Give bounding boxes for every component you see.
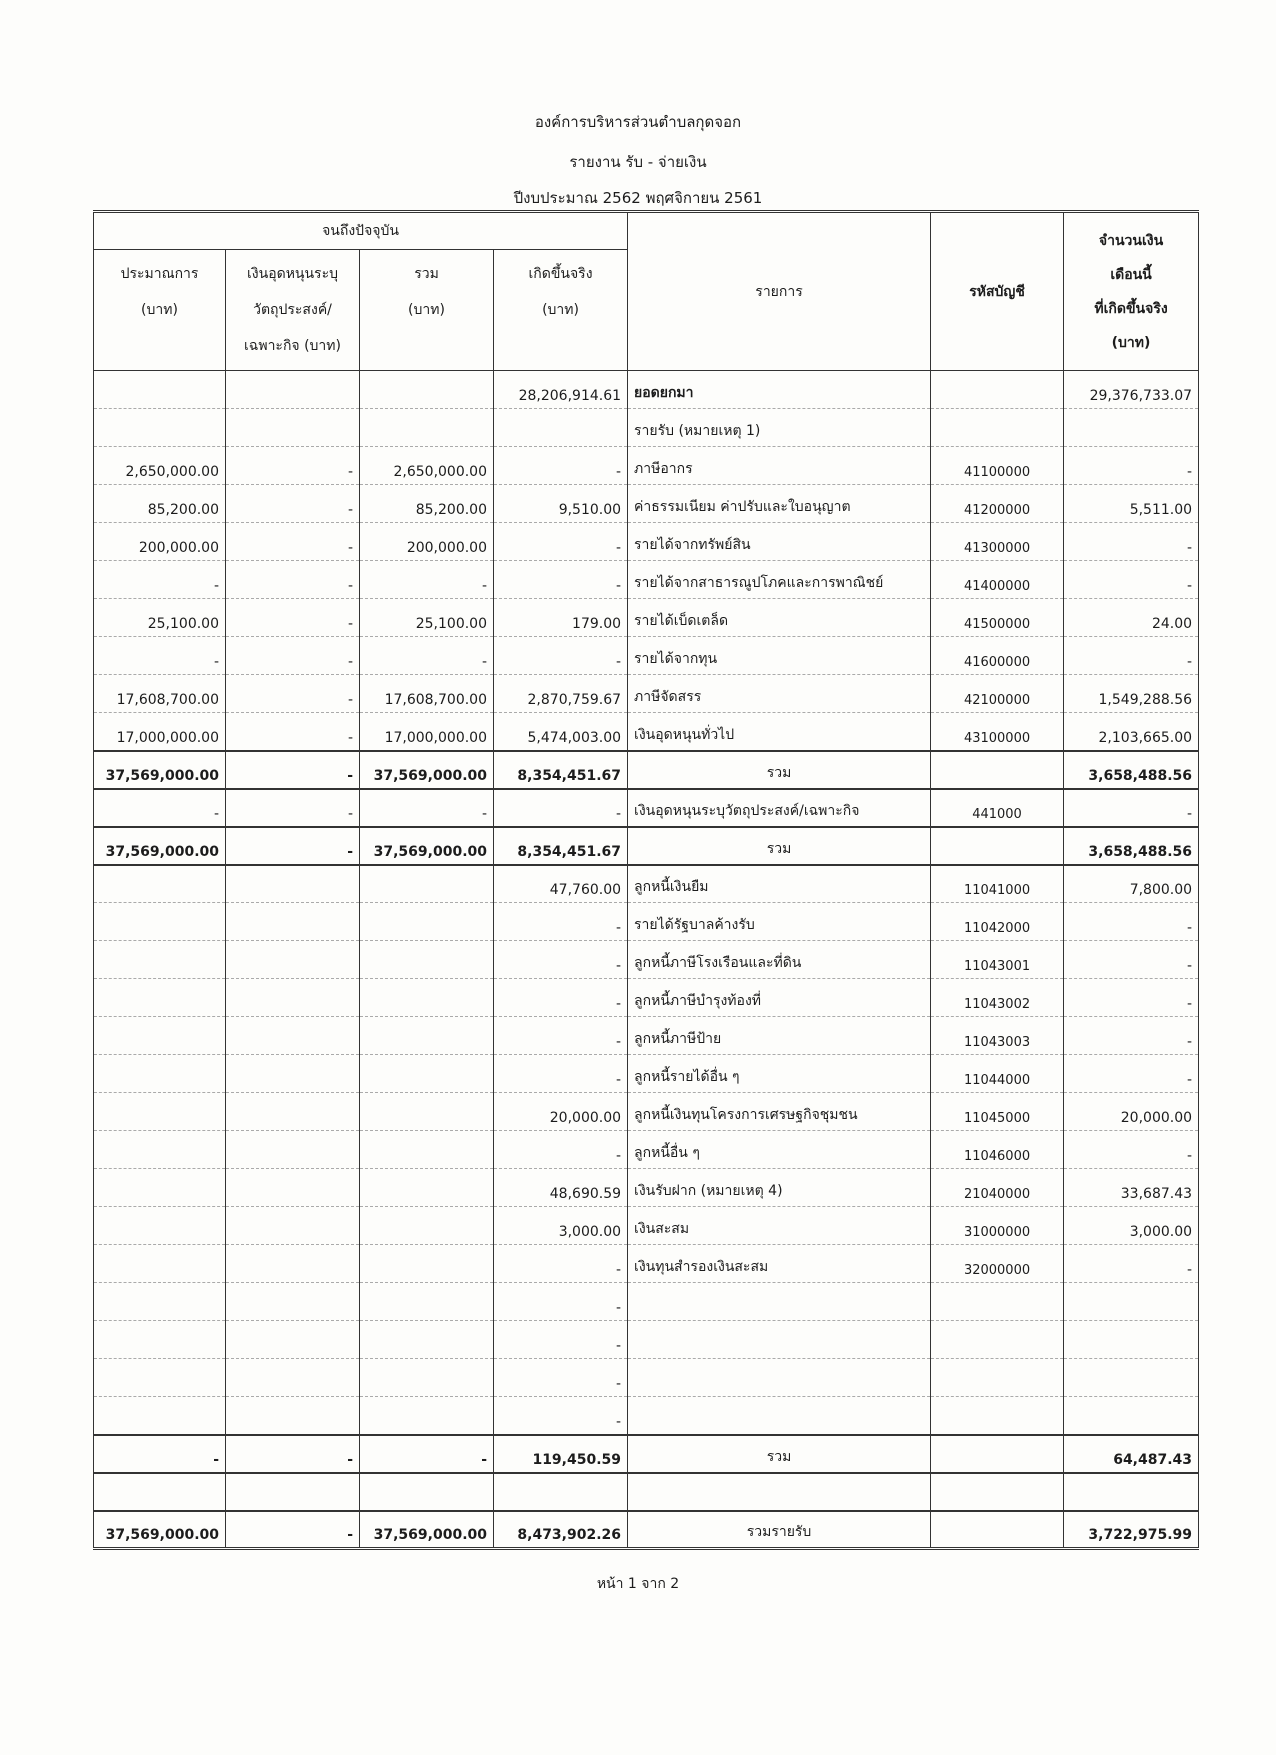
account-code-cell: 21040000: [931, 1169, 1064, 1207]
total-cell: 85,200.00: [360, 485, 494, 523]
table-row: [94, 1207, 1199, 1245]
item-cell: เงินอุดหนุนทั่วไป: [628, 713, 931, 751]
month-amount-cell: 3,722,975.99: [1064, 1511, 1199, 1549]
budget-cell: [94, 903, 226, 941]
total-cell: 200,000.00: [360, 523, 494, 561]
budget-cell: [94, 371, 226, 409]
month-amount-cell: 1,549,288.56: [1064, 675, 1199, 713]
grant-cell: [226, 1093, 360, 1131]
item-cell: [628, 1321, 931, 1359]
total-cell: [360, 1473, 494, 1511]
grant-cell: -: [226, 1511, 360, 1549]
item-cell: รวม: [628, 1435, 931, 1473]
month-amount-cell: [1064, 1359, 1199, 1397]
budget-cell: [94, 1283, 226, 1321]
month-amount-cell: 5,511.00: [1064, 485, 1199, 523]
grant-cell: [226, 409, 360, 447]
grant-cell: [226, 941, 360, 979]
actual-cell: 8,473,902.26: [494, 1511, 628, 1549]
budget-cell: 200,000.00: [94, 523, 226, 561]
month-amount-cell: -: [1064, 523, 1199, 561]
table-row: [94, 599, 1199, 637]
actual-cell: 8,354,451.67: [494, 751, 628, 789]
actual-cell: -: [494, 561, 628, 599]
table-row: [94, 371, 1199, 409]
item-cell: ลูกหนี้รายได้อื่น ๆ: [628, 1055, 931, 1093]
table-row: [94, 713, 1199, 751]
item-cell: เงินสะสม: [628, 1207, 931, 1245]
col-grant-header: เงินอุดหนุนระบุ วัตถุประสงค์/ เฉพาะกิจ (บาท): [226, 250, 360, 371]
total-cell: 37,569,000.00: [360, 751, 494, 789]
budget-cell: [94, 1169, 226, 1207]
grant-cell: [226, 865, 360, 903]
month-amount-cell: -: [1064, 789, 1199, 827]
month-amount-cell: [1064, 1473, 1199, 1511]
actual-cell: -: [494, 1055, 628, 1093]
item-cell: รวมรายรับ: [628, 1511, 931, 1549]
actual-cell: -: [494, 903, 628, 941]
table-row: [94, 1283, 1199, 1321]
table-row: [94, 1093, 1199, 1131]
budget-cell: [94, 1017, 226, 1055]
budget-cell: [94, 979, 226, 1017]
table-row: [94, 1321, 1199, 1359]
actual-cell: -: [494, 523, 628, 561]
total-cell: 17,608,700.00: [360, 675, 494, 713]
item-cell: รายได้จากสาธารณูปโภคและการพาณิชย์: [628, 561, 931, 599]
total-cell: [360, 1245, 494, 1283]
account-code-cell: 41600000: [931, 637, 1064, 675]
item-cell: ค่าธรรมเนียม ค่าปรับและใบอนุญาต: [628, 485, 931, 523]
grant-cell: [226, 1245, 360, 1283]
actual-cell: 5,474,003.00: [494, 713, 628, 751]
total-cell: [360, 1397, 494, 1435]
col-actual-header: เกิดขึ้นจริง (บาท): [494, 250, 628, 371]
month-amount-cell: -: [1064, 1017, 1199, 1055]
table-row: [94, 409, 1199, 447]
total-cell: -: [360, 637, 494, 675]
account-code-cell: 11045000: [931, 1093, 1064, 1131]
total-cell: [360, 979, 494, 1017]
account-code-cell: [931, 409, 1064, 447]
item-cell: รายได้จากทุน: [628, 637, 931, 675]
item-cell: [628, 1473, 931, 1511]
item-cell: ภาษีอากร: [628, 447, 931, 485]
table-row: [94, 447, 1199, 485]
total-cell: [360, 1359, 494, 1397]
grant-cell: [226, 1283, 360, 1321]
actual-cell: -: [494, 1321, 628, 1359]
actual-cell: -: [494, 789, 628, 827]
actual-cell: -: [494, 1359, 628, 1397]
grant-cell: -: [226, 713, 360, 751]
table-row: [94, 1435, 1199, 1473]
budget-cell: [94, 1207, 226, 1245]
table-row: [94, 941, 1199, 979]
total-cell: [360, 1131, 494, 1169]
item-cell: เงินทุนสำรองเงินสะสม: [628, 1245, 931, 1283]
total-cell: 37,569,000.00: [360, 827, 494, 865]
account-code-cell: 41400000: [931, 561, 1064, 599]
month-amount-cell: -: [1064, 941, 1199, 979]
grant-cell: -: [226, 1435, 360, 1473]
table-row: [94, 1473, 1199, 1511]
actual-cell: 179.00: [494, 599, 628, 637]
total-cell: -: [360, 561, 494, 599]
budget-cell: [94, 1321, 226, 1359]
budget-cell: [94, 1359, 226, 1397]
grant-cell: [226, 1359, 360, 1397]
budget-cell: -: [94, 561, 226, 599]
account-code-cell: [931, 751, 1064, 789]
item-cell: [628, 1397, 931, 1435]
grant-cell: [226, 979, 360, 1017]
actual-cell: -: [494, 1283, 628, 1321]
month-amount-cell: 20,000.00: [1064, 1093, 1199, 1131]
month-amount-cell: 3,658,488.56: [1064, 827, 1199, 865]
total-cell: [360, 903, 494, 941]
grant-cell: [226, 1017, 360, 1055]
item-cell: รายรับ (หมายเหตุ 1): [628, 409, 931, 447]
grant-cell: [226, 903, 360, 941]
actual-cell: -: [494, 447, 628, 485]
account-code-cell: 11043003: [931, 1017, 1064, 1055]
month-amount-cell: [1064, 1321, 1199, 1359]
actual-cell: -: [494, 637, 628, 675]
col-account-header: รหัสบัญชี: [931, 212, 1064, 371]
total-cell: [360, 409, 494, 447]
month-amount-cell: 7,800.00: [1064, 865, 1199, 903]
budget-cell: 17,000,000.00: [94, 713, 226, 751]
table-row: [94, 1131, 1199, 1169]
grant-cell: [226, 1397, 360, 1435]
total-cell: [360, 1321, 494, 1359]
budget-cell: [94, 1055, 226, 1093]
actual-cell: -: [494, 1245, 628, 1283]
grant-cell: -: [226, 447, 360, 485]
grant-cell: [226, 1473, 360, 1511]
budget-cell: 37,569,000.00: [94, 1511, 226, 1549]
budget-cell: 17,608,700.00: [94, 675, 226, 713]
budget-cell: -: [94, 637, 226, 675]
table-row: [94, 485, 1199, 523]
month-amount-cell: -: [1064, 561, 1199, 599]
budget-cell: [94, 941, 226, 979]
month-amount-cell: 3,000.00: [1064, 1207, 1199, 1245]
item-cell: รวม: [628, 827, 931, 865]
total-cell: [360, 1207, 494, 1245]
item-cell: ยอดยกมา: [628, 371, 931, 409]
budget-cell: 85,200.00: [94, 485, 226, 523]
item-cell: เงินรับฝาก (หมายเหตุ 4): [628, 1169, 931, 1207]
table-row: [94, 903, 1199, 941]
account-code-cell: 441000: [931, 789, 1064, 827]
month-amount-cell: -: [1064, 1131, 1199, 1169]
organization-name: องค์การบริหารส่วนตำบลกุดจอก: [534, 113, 742, 131]
grant-cell: -: [226, 827, 360, 865]
actual-cell: -: [494, 979, 628, 1017]
actual-cell: 20,000.00: [494, 1093, 628, 1131]
table-row: [94, 1245, 1199, 1283]
total-cell: [360, 941, 494, 979]
grant-cell: [226, 1321, 360, 1359]
account-code-cell: 41100000: [931, 447, 1064, 485]
item-cell: รวม: [628, 751, 931, 789]
item-cell: ลูกหนี้ภาษีป้าย: [628, 1017, 931, 1055]
total-cell: -: [360, 1435, 494, 1473]
grant-cell: -: [226, 751, 360, 789]
total-cell: -: [360, 789, 494, 827]
grant-cell: -: [226, 523, 360, 561]
total-cell: 2,650,000.00: [360, 447, 494, 485]
month-amount-cell: 64,487.43: [1064, 1435, 1199, 1473]
report-title: รายงาน รับ - จ่ายเงิน: [569, 153, 707, 171]
receipts-table: [93, 210, 1199, 1550]
month-amount-cell: 3,658,488.56: [1064, 751, 1199, 789]
total-cell: 17,000,000.00: [360, 713, 494, 751]
report-period: ปีงบประมาณ 2562 พฤศจิกายน 2561: [513, 189, 763, 207]
budget-cell: [94, 1245, 226, 1283]
month-amount-cell: -: [1064, 979, 1199, 1017]
actual-cell: 3,000.00: [494, 1207, 628, 1245]
total-cell: [360, 1169, 494, 1207]
month-amount-cell: 2,103,665.00: [1064, 713, 1199, 751]
total-cell: [360, 865, 494, 903]
account-code-cell: [931, 1283, 1064, 1321]
budget-cell: 37,569,000.00: [94, 751, 226, 789]
account-code-cell: [931, 1321, 1064, 1359]
total-cell: [360, 1055, 494, 1093]
actual-cell: -: [494, 1397, 628, 1435]
actual-cell: -: [494, 941, 628, 979]
grant-cell: [226, 1131, 360, 1169]
table-row: [94, 675, 1199, 713]
actual-cell: 8,354,451.67: [494, 827, 628, 865]
page-number: หน้า 1 จาก 2: [596, 1576, 680, 1592]
account-code-cell: 31000000: [931, 1207, 1064, 1245]
account-code-cell: 41300000: [931, 523, 1064, 561]
grant-cell: -: [226, 485, 360, 523]
account-code-cell: 41500000: [931, 599, 1064, 637]
month-amount-cell: [1064, 1397, 1199, 1435]
account-code-cell: [931, 827, 1064, 865]
table-row: [94, 751, 1199, 789]
col-total-header: รวม (บาท): [360, 250, 494, 371]
month-amount-cell: 29,376,733.07: [1064, 371, 1199, 409]
account-code-cell: [931, 371, 1064, 409]
month-amount-cell: -: [1064, 447, 1199, 485]
grant-cell: [226, 1169, 360, 1207]
budget-cell: -: [94, 789, 226, 827]
month-amount-cell: -: [1064, 1055, 1199, 1093]
grant-cell: -: [226, 675, 360, 713]
actual-cell: -: [494, 1131, 628, 1169]
budget-cell: 37,569,000.00: [94, 827, 226, 865]
item-cell: ลูกหนี้เงินทุนโครงการเศรษฐกิจชุมชน: [628, 1093, 931, 1131]
month-amount-cell: [1064, 409, 1199, 447]
total-cell: 37,569,000.00: [360, 1511, 494, 1549]
table-row: [94, 1017, 1199, 1055]
budget-cell: [94, 865, 226, 903]
month-amount-cell: -: [1064, 903, 1199, 941]
table-row: [94, 523, 1199, 561]
actual-cell: 119,450.59: [494, 1435, 628, 1473]
col-month-header: จำนวนเงิน เดือนนี้ ที่เกิดขึ้นจริง (บาท): [1064, 212, 1199, 371]
account-code-cell: 11041000: [931, 865, 1064, 903]
account-code-cell: 11043002: [931, 979, 1064, 1017]
actual-cell: [494, 409, 628, 447]
budget-cell: [94, 1473, 226, 1511]
grant-cell: -: [226, 789, 360, 827]
account-code-cell: [931, 1359, 1064, 1397]
month-amount-cell: -: [1064, 637, 1199, 675]
total-cell: 25,100.00: [360, 599, 494, 637]
group-header-to-date: จนถึงปัจจุบัน: [94, 212, 628, 250]
table-row: [94, 1511, 1199, 1549]
month-amount-cell: -: [1064, 1245, 1199, 1283]
month-amount-cell: 33,687.43: [1064, 1169, 1199, 1207]
account-code-cell: 11044000: [931, 1055, 1064, 1093]
table-row: [94, 1397, 1199, 1435]
item-cell: ลูกหนี้ภาษีโรงเรือนและที่ดิน: [628, 941, 931, 979]
account-code-cell: 11046000: [931, 1131, 1064, 1169]
budget-cell: -: [94, 1435, 226, 1473]
item-cell: [628, 1359, 931, 1397]
month-amount-cell: [1064, 1283, 1199, 1321]
actual-cell: 2,870,759.67: [494, 675, 628, 713]
table-row: [94, 865, 1199, 903]
grant-cell: -: [226, 561, 360, 599]
item-cell: [628, 1283, 931, 1321]
account-code-cell: [931, 1473, 1064, 1511]
col-budget-header: ประมาณการ (บาท): [94, 250, 226, 371]
table-row: [94, 789, 1199, 827]
total-cell: [360, 1093, 494, 1131]
item-cell: ลูกหนี้เงินยืม: [628, 865, 931, 903]
item-cell: ภาษีจัดสรร: [628, 675, 931, 713]
total-cell: [360, 1283, 494, 1321]
budget-cell: 25,100.00: [94, 599, 226, 637]
account-code-cell: [931, 1511, 1064, 1549]
budget-cell: [94, 1131, 226, 1169]
actual-cell: 47,760.00: [494, 865, 628, 903]
col-item-header: รายการ: [628, 212, 931, 371]
item-cell: ลูกหนี้อื่น ๆ: [628, 1131, 931, 1169]
account-code-cell: 41200000: [931, 485, 1064, 523]
account-code-cell: 43100000: [931, 713, 1064, 751]
item-cell: รายได้จากทรัพย์สิน: [628, 523, 931, 561]
grant-cell: -: [226, 637, 360, 675]
table-row: [94, 1169, 1199, 1207]
month-amount-cell: 24.00: [1064, 599, 1199, 637]
table-row: [94, 1359, 1199, 1397]
item-cell: เงินอุดหนุนระบุวัตถุประสงค์/เฉพาะกิจ: [628, 789, 931, 827]
grant-cell: [226, 1055, 360, 1093]
grant-cell: [226, 1207, 360, 1245]
actual-cell: 28,206,914.61: [494, 371, 628, 409]
budget-cell: [94, 1397, 226, 1435]
budget-cell: 2,650,000.00: [94, 447, 226, 485]
table-row: [94, 637, 1199, 675]
table-row: [94, 561, 1199, 599]
grant-cell: -: [226, 599, 360, 637]
table-row: [94, 979, 1199, 1017]
table-row: [94, 1055, 1199, 1093]
total-cell: [360, 1017, 494, 1055]
item-cell: รายได้เบ็ดเตล็ด: [628, 599, 931, 637]
actual-cell: 48,690.59: [494, 1169, 628, 1207]
account-code-cell: 11043001: [931, 941, 1064, 979]
actual-cell: [494, 1473, 628, 1511]
budget-cell: [94, 409, 226, 447]
item-cell: รายได้รัฐบาลค้างรับ: [628, 903, 931, 941]
account-code-cell: 11042000: [931, 903, 1064, 941]
account-code-cell: 32000000: [931, 1245, 1064, 1283]
total-cell: [360, 371, 494, 409]
account-code-cell: 42100000: [931, 675, 1064, 713]
account-code-cell: [931, 1435, 1064, 1473]
actual-cell: -: [494, 1017, 628, 1055]
item-cell: ลูกหนี้ภาษีบำรุงท้องที่: [628, 979, 931, 1017]
actual-cell: 9,510.00: [494, 485, 628, 523]
account-code-cell: [931, 1397, 1064, 1435]
grant-cell: [226, 371, 360, 409]
table-row: [94, 827, 1199, 865]
budget-cell: [94, 1093, 226, 1131]
